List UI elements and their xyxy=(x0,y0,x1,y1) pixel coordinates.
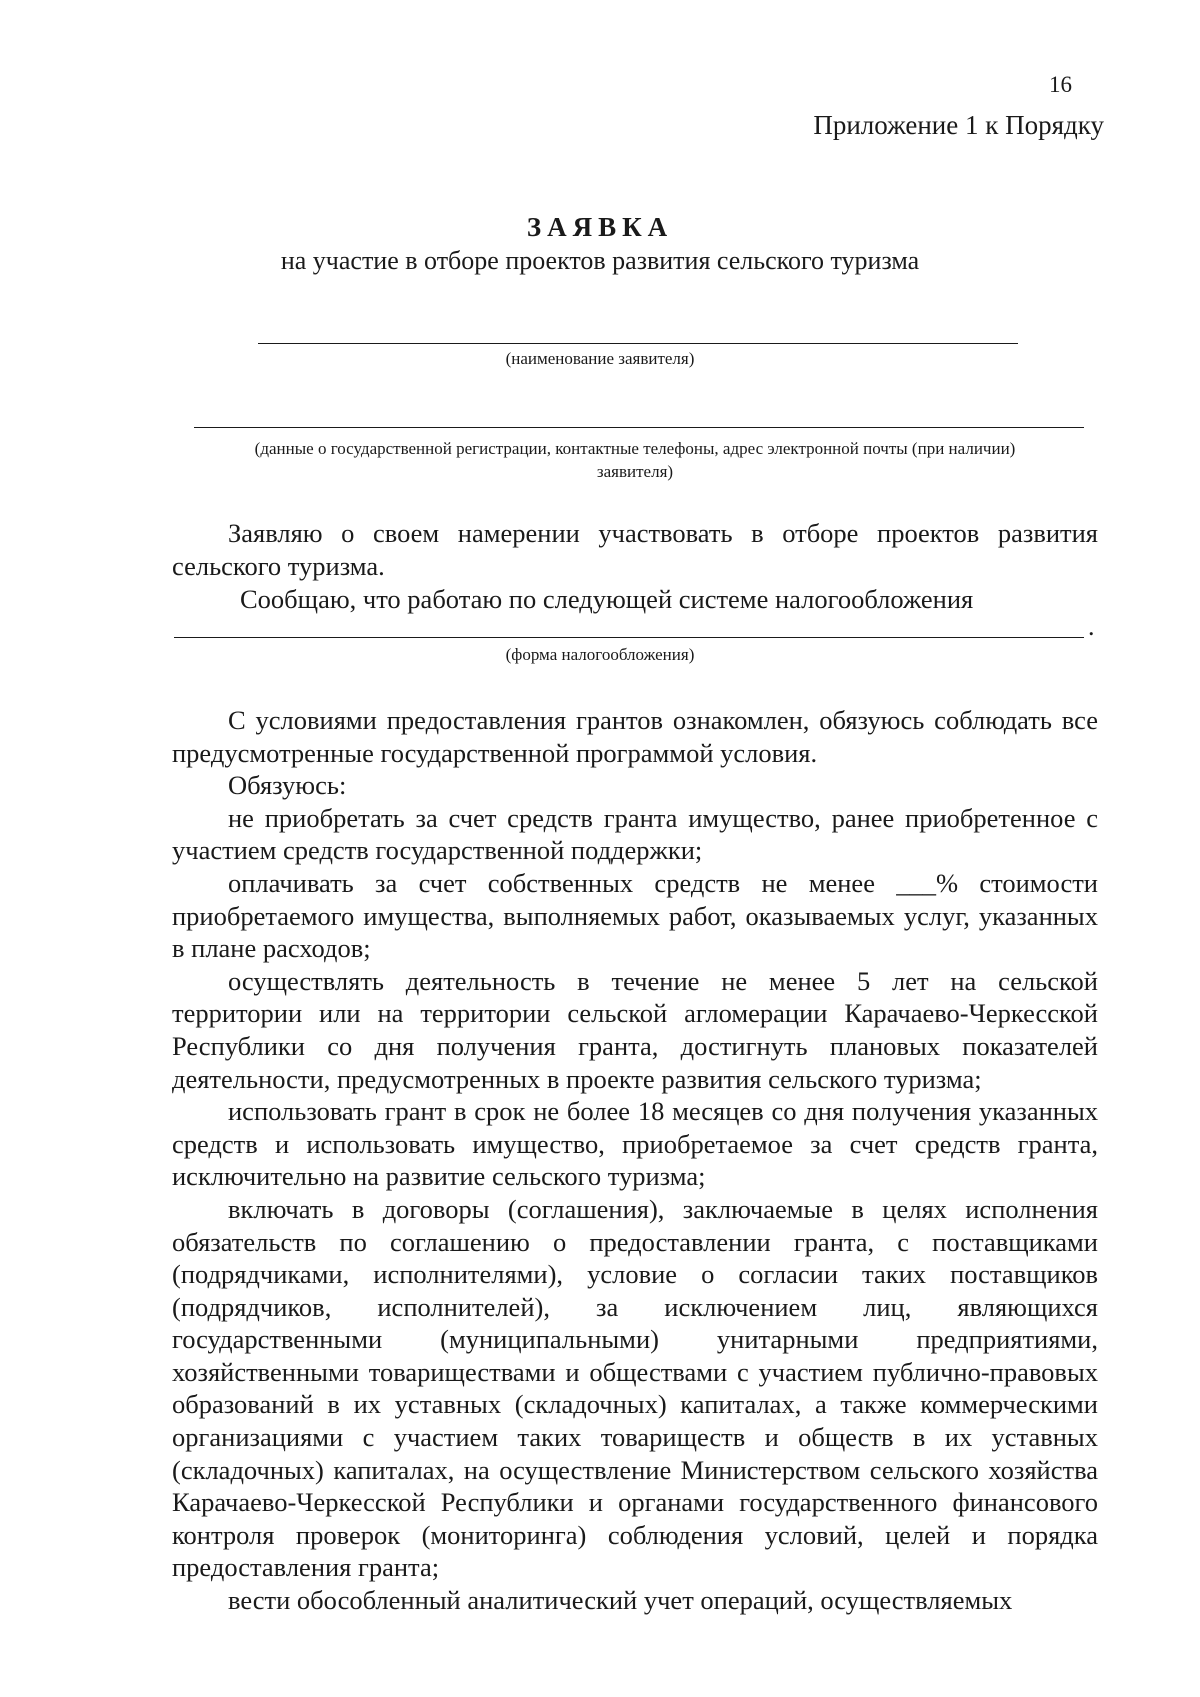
body-paragraph-7: включать в договоры (соглашения), заключаемые в целях исполнения обязательств по соглашению о предоставлении гранта, с поставщиками (подрядчиками, исполнителями), условие о согласии таких поставщиков (подрядчиков, исполнителей), за исключением лиц, являющихся государственными (муниципальными) унитарными предприятиями, хозяйственными товариществами и обществами с участием публично-правовых образований в их уставных (складочных) капиталах, а также коммерческими организациями с участием таких товариществ и обществ в их уставных (складочных) капиталах, на осуществление Министерством сельского хозяйства Карачаево-Черкесской Республики и органами государственного финансового контроля проверок (мониторинга) соблюдения условий, целей и порядка предоставления гранта; xyxy=(172,1193,1098,1583)
page-number: 16 xyxy=(1049,72,1072,97)
registration-caption-line1: (данные о государственной регистрации, контактные телефоны, адрес электронной почты (при наличии) xyxy=(254,439,1016,458)
document-title: ЗАЯВКА xyxy=(526,212,674,242)
body-paragraph-4: оплачивать за счет собственных средств не менее ___% стоимости приобретаемого имущества, выполняемых работ, оказываемых услуг, указанных в плане расходов; xyxy=(172,867,1098,964)
applicant-name-line xyxy=(258,343,1018,344)
intro-paragraph-2: Сообщаю, что работаю по следующей системе налогообложения xyxy=(240,584,974,614)
body-paragraph-3: не приобретать за счет средств гранта имущество, ранее приобретенное с участием средств государственной поддержки; xyxy=(172,802,1098,866)
tax-form-caption: (форма налогообложения) xyxy=(505,645,695,664)
intro-section xyxy=(172,517,1098,616)
registration-data-caption xyxy=(170,437,1100,483)
body-paragraph-2: Обязуюсь: xyxy=(228,770,347,801)
body-paragraph-5: осуществлять деятельность в течение не менее 5 лет на сельской территории или на территории сельской агломерации Карачаево-Черкесской Республики со дня получения гранта, достигнуть плановых показателей деятельности, предусмотренных в проекте развития сельского туризма; xyxy=(172,965,1098,1094)
applicant-name-caption: (наименование заявителя) xyxy=(505,349,695,368)
registration-data-line xyxy=(194,427,1084,428)
appendix-reference: Приложение 1 к Порядку xyxy=(813,110,1104,140)
body-paragraph-8: вести обособленный аналитический учет операций, осуществляемых xyxy=(228,1585,1013,1616)
registration-caption-line2: заявителя) xyxy=(596,462,674,481)
intro-paragraph-1: Заявляю о своем намерении участвовать в отборе проектов развития сельского туризма. xyxy=(172,518,1098,581)
obligations-section xyxy=(172,704,1098,1617)
tax-form-line xyxy=(174,637,1084,638)
body-paragraph-1: С условиями предоставления грантов ознакомлен, обязуюсь соблюдать все предусмотренные государственной программой условия. xyxy=(172,705,1098,768)
tax-line-period: . xyxy=(1088,612,1095,641)
document-subtitle: на участие в отборе проектов развития сельского туризма xyxy=(280,246,920,275)
body-paragraph-6: использовать грант в срок не более 18 месяцев со дня получения указанных средств и использовать имущество, приобретаемое за счет средств гранта, исключительно на развитие сельского туризма; xyxy=(172,1096,1098,1192)
